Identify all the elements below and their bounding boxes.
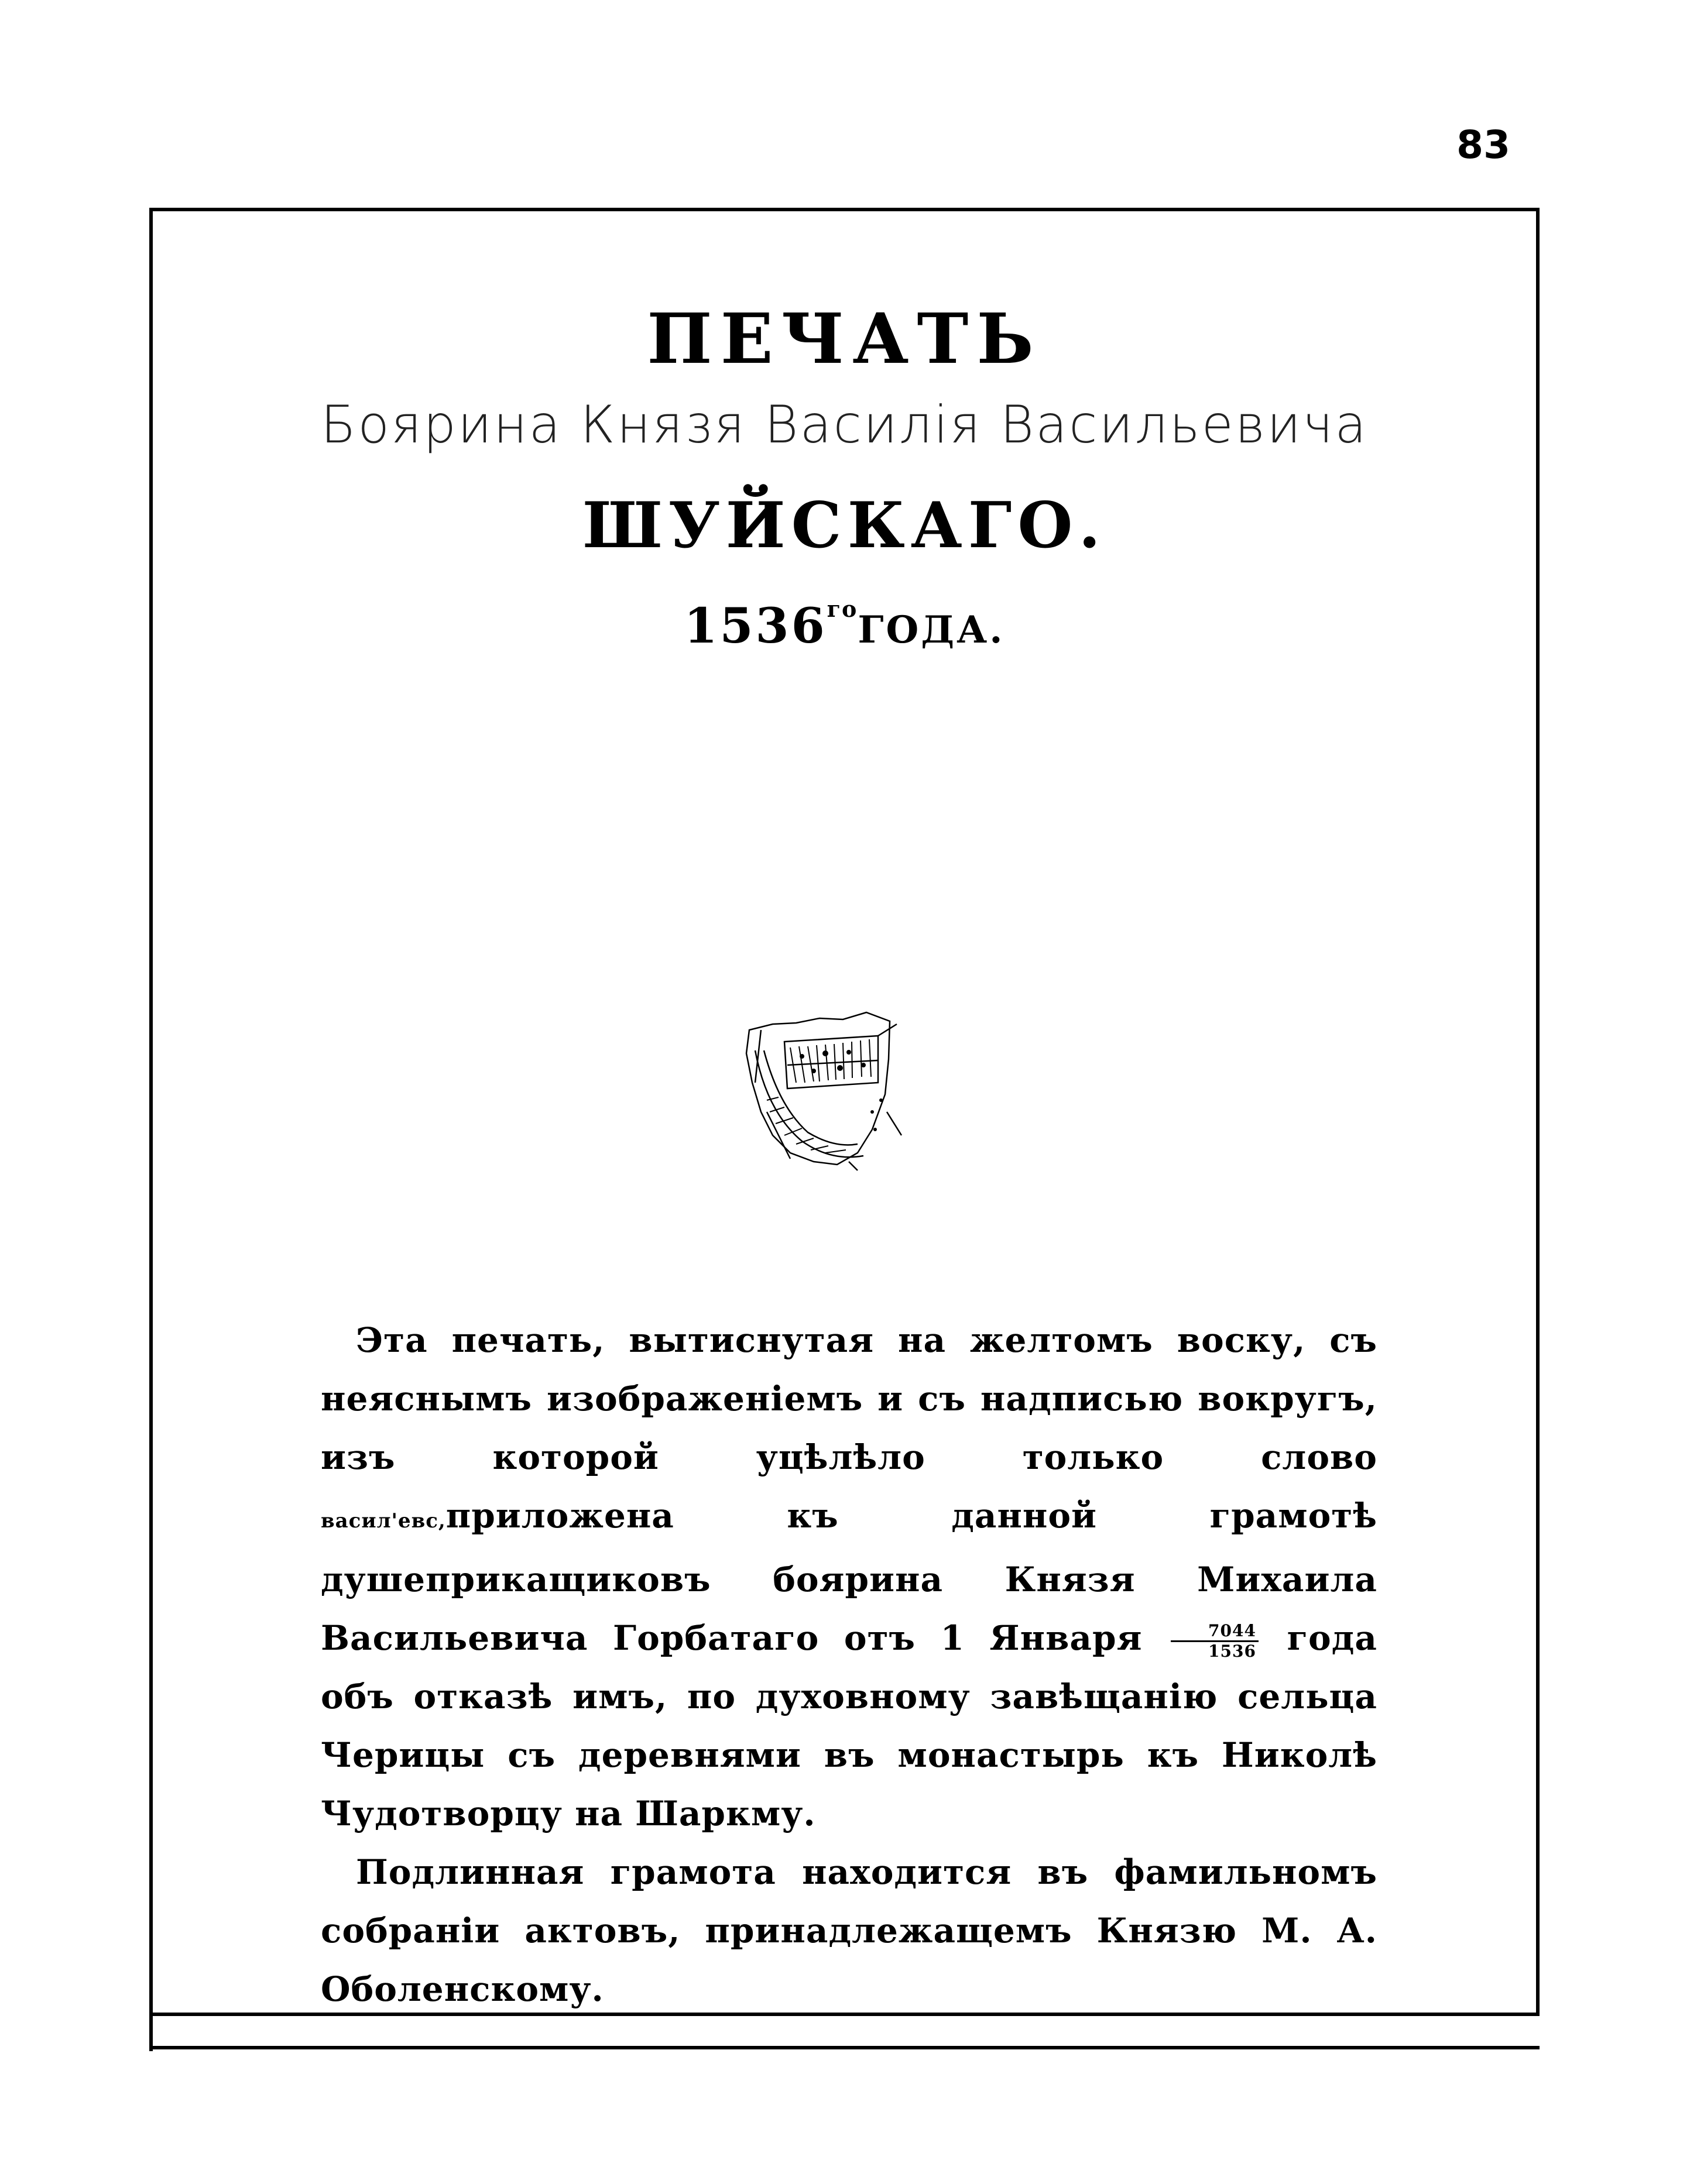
paragraph-1-part-1: Эта печать, вытиснутая на желтомъ воску, съ неяснымъ изображеніемъ и съ надписью вокругъ, изъ которой уцѣлѣло только слово bbox=[321, 1320, 1377, 1477]
date-numerator: 7044 bbox=[1171, 1622, 1259, 1642]
title-block bbox=[149, 298, 1540, 654]
paragraph-1 bbox=[321, 1311, 1377, 1843]
page-number: 83 bbox=[1456, 122, 1510, 167]
paragraph-1-part-2: приложена къ данной грамотѣ душеприкащиковъ боярина Князя Михаила Васильевича Горбатаго отъ 1 Января bbox=[321, 1496, 1377, 1658]
wax-seal-fragment-icon bbox=[732, 995, 913, 1176]
paragraph-2: Подлинная грамота находится въ фамильномъ собраніи актовъ, принадлежащемъ Князю М. А. Оболенскому. bbox=[321, 1852, 1377, 2009]
frame-foot-line bbox=[149, 2046, 1540, 2049]
date-fraction bbox=[1171, 1622, 1259, 1661]
page-title: ПЕЧАТЬ bbox=[647, 298, 1042, 379]
year-superscript: го bbox=[827, 596, 858, 622]
date-denominator: 1536 bbox=[1208, 1641, 1256, 1661]
paragraph-1-part-3: года объ отказѣ имъ, по духовному завѣщанію сельца Черицы съ деревнями въ монастырь къ Николѣ Чудотворцу на Шаркму. bbox=[321, 1618, 1377, 1833]
year-line bbox=[149, 596, 1540, 654]
subtitle: Боярина Князя Василія Васильевича bbox=[320, 394, 1369, 455]
family-name: ШУЙСКАГО. bbox=[582, 489, 1107, 562]
seal-inscription: васил'евс, bbox=[321, 1509, 446, 1533]
description-text bbox=[321, 1311, 1377, 2018]
year-word: ГОДА. bbox=[858, 608, 1005, 652]
year-number: 1536 bbox=[684, 598, 827, 654]
